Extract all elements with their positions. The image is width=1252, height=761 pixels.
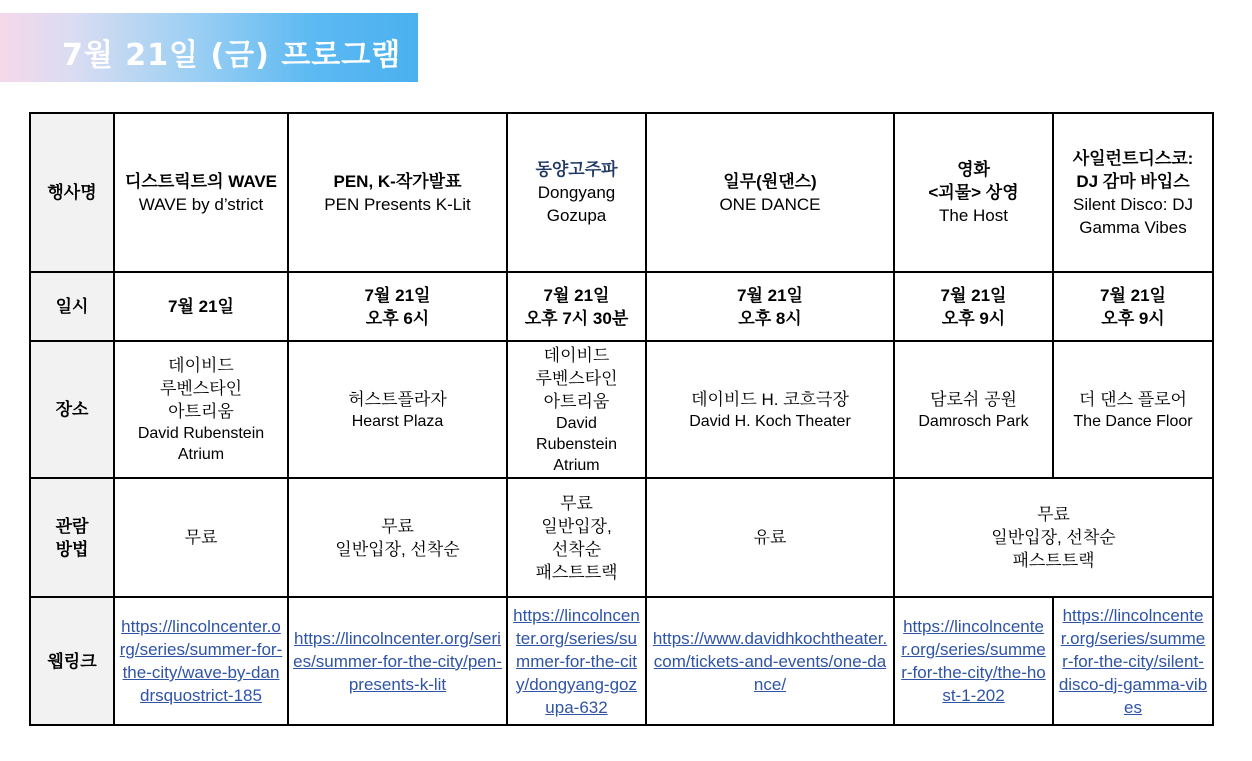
title-banner xyxy=(0,13,418,82)
table-row-event-name xyxy=(30,113,1213,272)
event-name-en: PEN Presents K-Lit xyxy=(324,194,471,214)
table-row-weblink xyxy=(30,597,1213,725)
event-name-cell xyxy=(288,113,507,272)
event-name-ko: 사일런트디스코: DJ 감마 바입스 xyxy=(1072,148,1194,191)
venue-en: Damrosch Park xyxy=(918,412,1029,430)
weblink-cell xyxy=(646,597,894,725)
venue-cell xyxy=(114,341,288,478)
venue-ko: 더 댄스 플로어 xyxy=(1079,389,1187,409)
event-link[interactable]: https://lincolncenter.org/series/summer-for-the-city/pen-presents-k-lit xyxy=(293,628,502,694)
event-link[interactable]: https://lincolncenter.org/series/summer-for-the-city/the-host-1-202 xyxy=(901,617,1046,705)
venue-ko: 담로쉬 공원 xyxy=(930,389,1017,409)
row-label-admission: 관람 방법 xyxy=(30,478,114,597)
admission-cell-merged: 무료 일반입장, 선착순 패스트트랙 xyxy=(894,478,1213,597)
row-label-venue: 장소 xyxy=(30,341,114,478)
venue-cell xyxy=(894,341,1053,478)
datetime-cell: 7월 21일 오후 6시 xyxy=(288,272,507,341)
event-name-cell xyxy=(507,113,646,272)
event-name-en: ONE DANCE xyxy=(719,194,821,214)
venue-en: David Rubenstein Atrium xyxy=(536,414,617,474)
event-name-cell xyxy=(1053,113,1213,272)
venue-cell xyxy=(646,341,894,478)
event-name-ko: 디스트릭트의 WAVE xyxy=(124,171,278,191)
page-title: 7월 21일 (금) 프로그램 xyxy=(62,38,402,73)
venue-cell xyxy=(507,341,646,478)
admission-cell: 무료 xyxy=(114,478,288,597)
event-name-ko: 동양고주파 xyxy=(535,160,618,179)
row-label-weblink: 웹링크 xyxy=(30,597,114,725)
event-name-en: The Host xyxy=(939,206,1008,225)
datetime-cell: 7월 21일 오후 9시 xyxy=(1053,272,1213,341)
admission-cell: 무료 일반입장, 선착순 패스트트랙 xyxy=(507,478,646,597)
datetime-cell: 7월 21일 오후 9시 xyxy=(894,272,1053,341)
event-name-en: Silent Disco: DJ Gamma Vibes xyxy=(1073,194,1193,237)
venue-ko: 허스트플라자 xyxy=(348,389,447,409)
event-name-en: WAVE by d’strict xyxy=(138,194,264,214)
event-name-ko: 일무(원댄스) xyxy=(723,171,817,191)
venue-en: David H. Koch Theater xyxy=(689,412,851,430)
event-name-cell xyxy=(646,113,894,272)
venue-en: David Rubenstein Atrium xyxy=(137,425,265,463)
event-link[interactable]: https://lincolncenter.org/series/summer-for-the-city/wave-by-dandrsquostrict-185 xyxy=(119,617,283,705)
event-link[interactable]: https://lincolncenter.org/series/summer-for-the-city/silent-disco-dj-gamma-vibes xyxy=(1058,605,1208,717)
weblink-cell xyxy=(1053,597,1213,725)
table-row-datetime xyxy=(30,272,1213,341)
event-name-en: Dongyang Gozupa xyxy=(537,183,616,225)
row-label-datetime: 일시 xyxy=(30,272,114,341)
event-name-cell xyxy=(114,113,288,272)
datetime-cell: 7월 21일 xyxy=(114,272,288,341)
venue-ko: 데이비드 H. 코흐극장 xyxy=(691,389,849,409)
weblink-cell xyxy=(288,597,507,725)
event-name-cell xyxy=(894,113,1053,272)
table-row-venue xyxy=(30,341,1213,478)
weblink-cell xyxy=(894,597,1053,725)
weblink-cell xyxy=(114,597,288,725)
table-row-admission xyxy=(30,478,1213,597)
admission-cell: 무료 일반입장, 선착순 xyxy=(288,478,507,597)
event-name-ko: PEN, K-작가발표 xyxy=(333,171,462,191)
admission-cell: 유료 xyxy=(646,478,894,597)
datetime-cell: 7월 21일 오후 7시 30분 xyxy=(507,272,646,341)
venue-en: The Dance Floor xyxy=(1073,412,1193,430)
event-link[interactable]: https://lincolncenter.org/series/summer-for-the-city/dongyang-gozupa-632 xyxy=(513,605,640,717)
venue-ko: 데이비드 루벤스타인 아트리움 xyxy=(159,356,243,421)
event-link[interactable]: https://www.davidhkochtheater.com/tickets-and-events/one-dance/ xyxy=(652,628,888,694)
datetime-cell: 7월 21일 오후 8시 xyxy=(646,272,894,341)
program-table xyxy=(29,112,1214,726)
venue-cell xyxy=(1053,341,1213,478)
weblink-cell xyxy=(507,597,646,725)
venue-ko: 데이비드 루벤스타인 아트리움 xyxy=(535,345,618,411)
row-label-event-name: 행사명 xyxy=(30,113,114,272)
venue-en: Hearst Plaza xyxy=(351,412,444,430)
event-name-ko: 영화 <괴물> 상영 xyxy=(928,160,1019,202)
venue-cell xyxy=(288,341,507,478)
